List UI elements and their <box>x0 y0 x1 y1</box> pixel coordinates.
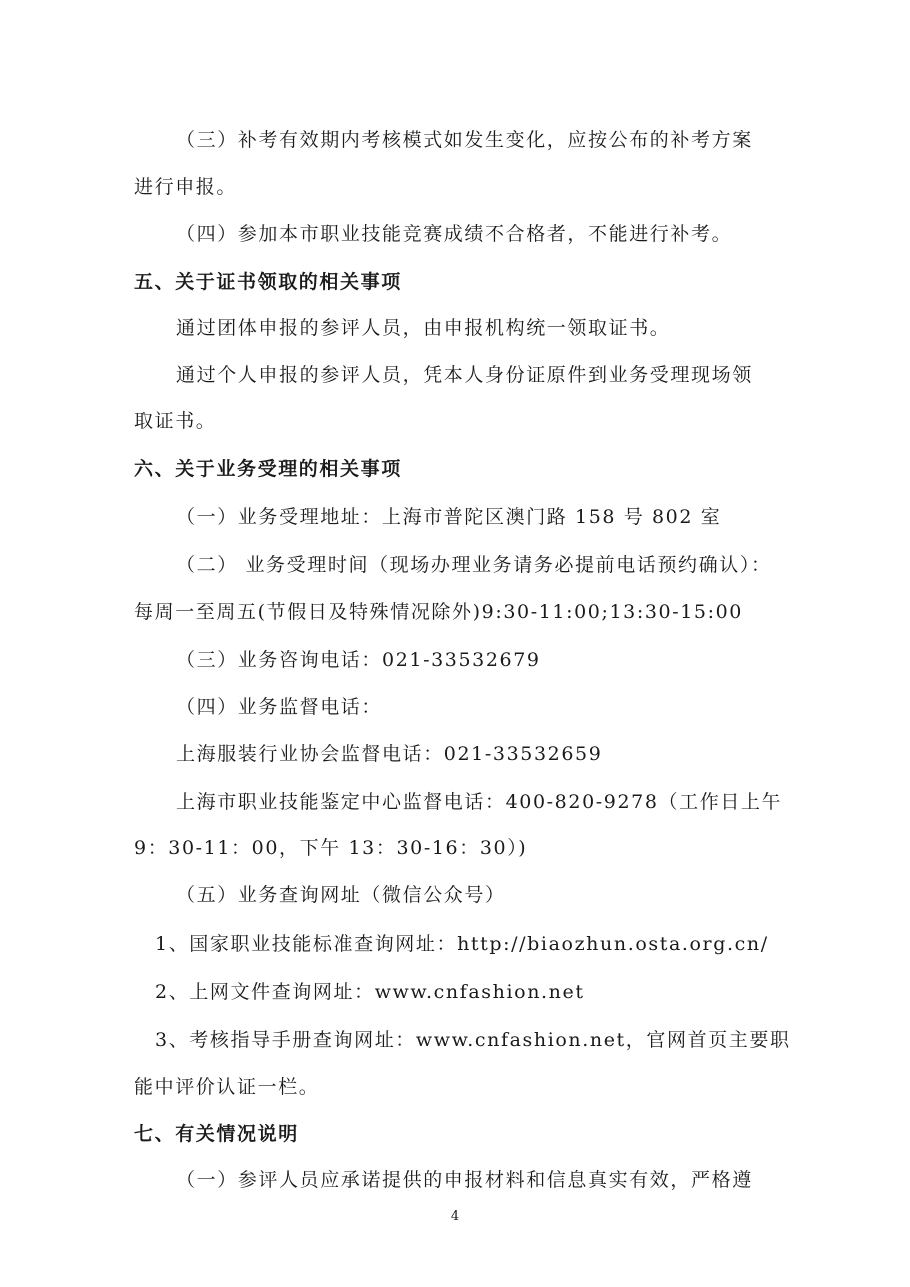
section-heading-business: 六、关于业务受理的相关事项 <box>134 458 402 480</box>
paragraph-group-certificate: 通过团体申报的参评人员，由申报机构统一领取证书。 <box>176 317 671 339</box>
paragraph-competition-fail: （四）参加本市职业技能竞赛成绩不合格者，不能进行补考。 <box>176 223 733 245</box>
list-item-document-url: 2、上网文件查询网址：www.cnfashion.net <box>155 981 585 1003</box>
paragraph-makeup-mode-change-cont: 进行申报。 <box>134 176 238 198</box>
paragraph-inquiry-phone: （三）业务咨询电话：021-33532679 <box>176 649 541 671</box>
paragraph-individual-certificate-cont: 取证书。 <box>134 410 217 432</box>
paragraph-center-phone-cont: 9：30-11：00，下午 13：30-16：30）) <box>134 837 528 859</box>
page-number: 4 <box>450 1209 460 1224</box>
paragraph-supervision-phone: （四）业务监督电话： <box>176 696 383 718</box>
section-heading-notes: 七、有关情况说明 <box>134 1123 299 1145</box>
paragraph-individual-certificate: 通过个人申报的参评人员，凭本人身份证原件到业务受理现场领 <box>176 364 753 386</box>
paragraph-association-phone: 上海服装行业协会监督电话：021-33532659 <box>176 743 603 765</box>
list-item-handbook-url: 3、考核指导手册查询网址：www.cnfashion.net，官网首页主要职 <box>155 1029 791 1051</box>
paragraph-query-websites: （五）业务查询网址（微信公众号） <box>176 884 506 906</box>
list-item-standard-url: 1、国家职业技能标准查询网址：http://biaozhun.osta.org.cn/ <box>155 933 769 955</box>
paragraph-business-hours-cont: 每周一至周五(节假日及特殊情况除外)9:30-11:00;13:30-15:00 <box>134 601 743 623</box>
paragraph-center-phone: 上海市职业技能鉴定中心监督电话：400-820-9278（工作日上午 <box>176 791 783 813</box>
paragraph-makeup-mode-change: （三）补考有效期内考核模式如发生变化，应按公布的补考方案 <box>176 129 753 151</box>
section-heading-certificate: 五、关于证书领取的相关事项 <box>134 271 402 293</box>
paragraph-commitment: （一）参评人员应承诺提供的申报材料和信息真实有效，严格遵 <box>176 1169 753 1191</box>
list-item-handbook-url-cont: 能中评价认证一栏。 <box>134 1076 320 1098</box>
paragraph-business-address: （一）业务受理地址：上海市普陀区澳门路 158 号 802 室 <box>176 506 722 528</box>
paragraph-business-hours: （二） 业务受理时间（现场办理业务请务必提前电话预约确认）： <box>176 554 772 576</box>
